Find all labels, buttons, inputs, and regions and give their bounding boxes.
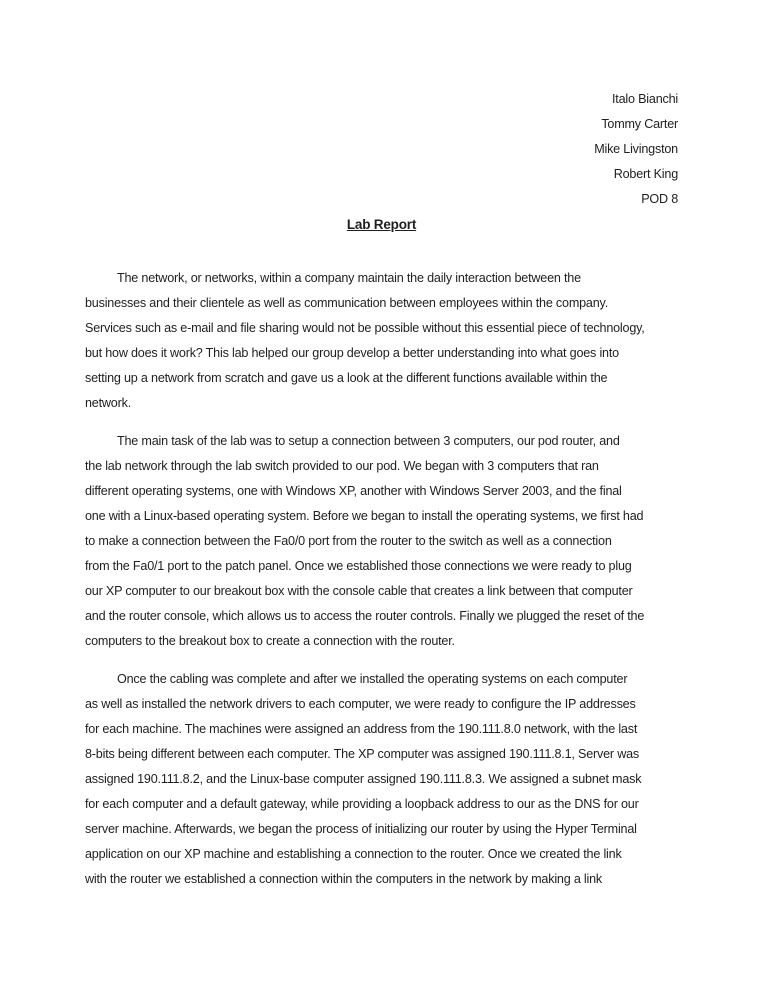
text-line: our XP computer to our breakout box with the console cable that creates a link between that computer — [85, 584, 633, 598]
text-line: application on our XP machine and establishing a connection to the router. Once we created the link — [85, 847, 622, 861]
text-line: to make a connection between the Fa0/0 port from the router to the switch as well as a connection — [85, 534, 612, 548]
text-line: computers to the breakout box to create a connection with the router. — [85, 634, 455, 648]
document-body — [85, 266, 678, 892]
text-line: Once the cabling was complete and after we installed the operating systems on each computer — [117, 672, 628, 686]
paragraph — [85, 667, 678, 892]
text-line: Services such as e-mail and file sharing would not be possible without this essential piece of technology, — [85, 321, 645, 335]
author-line: Mike Livingston — [594, 142, 678, 156]
text-line: businesses and their clientele as well as communication between employees within the company. — [85, 296, 608, 310]
text-line: server machine. Afterwards, we began the process of initializing our router by using the Hyper Terminal — [85, 822, 637, 836]
paragraph — [85, 266, 678, 416]
text-line: but how does it work? This lab helped our group develop a better understanding into what goes into — [85, 346, 619, 360]
document-title: Lab Report — [346, 217, 417, 232]
text-line: one with a Linux-based operating system. Before we began to install the operating systems, we first had — [85, 509, 644, 523]
author-line: Italo Bianchi — [611, 92, 678, 106]
text-line: for each machine. The machines were assigned an address from the 190.111.8.0 network, with the last — [85, 722, 638, 736]
text-line: The main task of the lab was to setup a connection between 3 computers, our pod router, and — [117, 434, 620, 448]
author-line: POD 8 — [641, 192, 678, 206]
text-line: from the Fa0/1 port to the patch panel. Once we established those connections we were ready to plug — [85, 559, 632, 573]
text-line: assigned 190.111.8.2, and the Linux-base computer assigned 190.111.8.3. We assigned a subnet mask — [85, 772, 642, 786]
text-line: for each computer and a default gateway, while providing a loopback address to our as the DNS for our — [85, 797, 639, 811]
text-line: setting up a network from scratch and gave us a look at the different functions available within the — [85, 371, 608, 385]
author-block — [85, 87, 678, 212]
text-line: and the router console, which allows us to access the router controls. Finally we plugged the reset of the — [85, 609, 645, 623]
author-line: Robert King — [613, 167, 678, 181]
paragraph — [85, 429, 678, 654]
text-line: different operating systems, one with Windows XP, another with Windows Server 2003, and the final — [85, 484, 622, 498]
text-line: with the router we established a connection within the computers in the network by making a link — [85, 872, 603, 886]
text-line: network. — [85, 396, 131, 410]
text-line: as well as installed the network drivers to each computer, we were ready to configure the IP addresses — [85, 697, 636, 711]
text-line: 8-bits being different between each computer. The XP computer was assigned 190.111.8.1, Server was — [85, 747, 639, 761]
text-line: the lab network through the lab switch provided to our pod. We began with 3 computers that ran — [85, 459, 599, 473]
author-line: Tommy Carter — [601, 117, 678, 131]
text-line: The network, or networks, within a company maintain the daily interaction between the — [117, 271, 581, 285]
